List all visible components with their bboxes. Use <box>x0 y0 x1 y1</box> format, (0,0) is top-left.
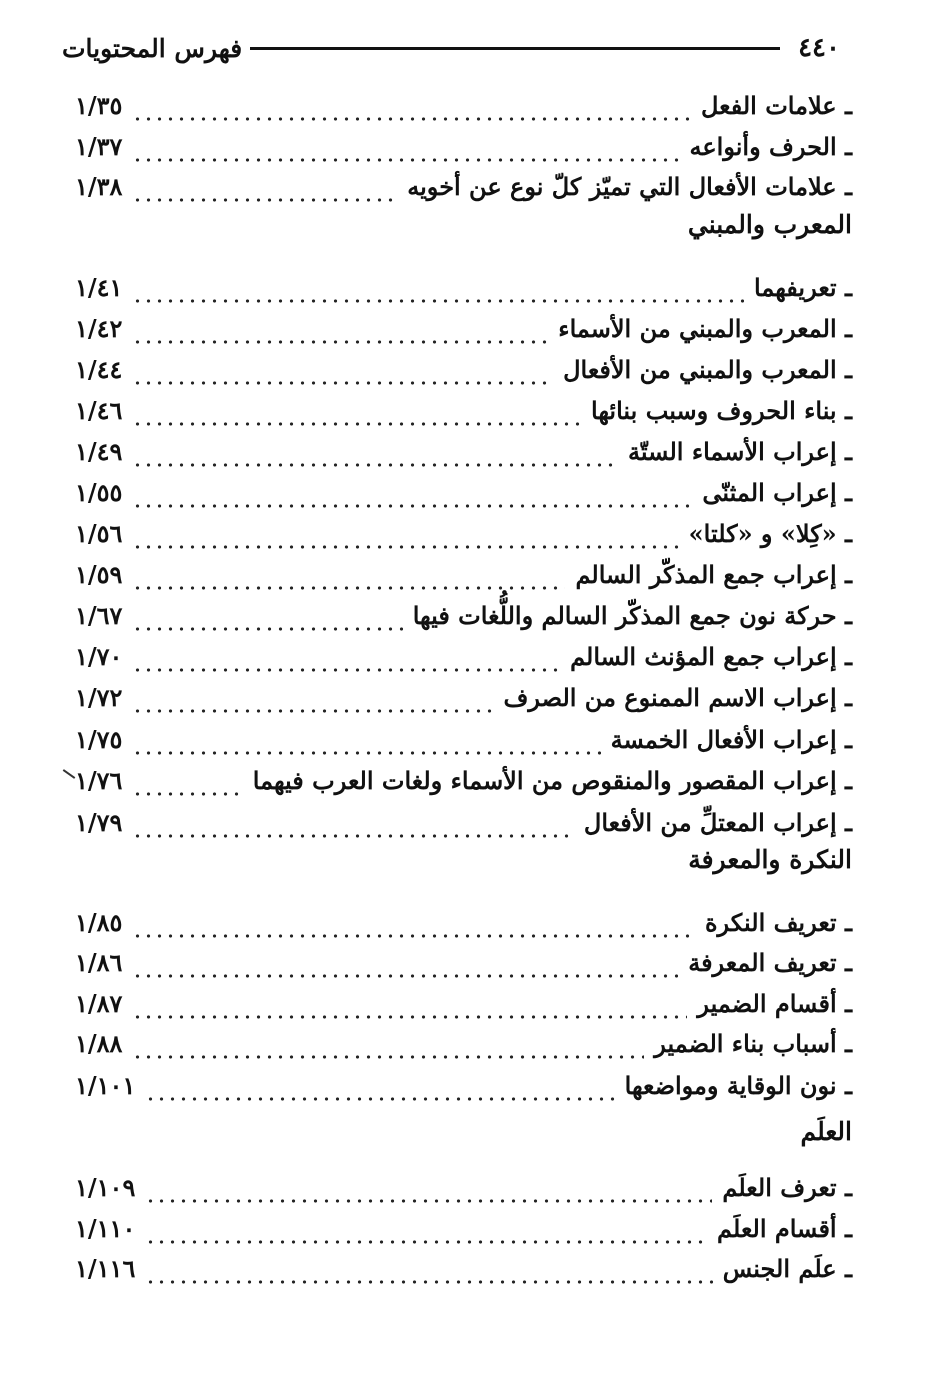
toc-entry <box>75 758 852 798</box>
toc-entry-title: ـ نون الوقاية ومواضعها <box>624 1071 852 1100</box>
toc-entry-title: ـ المعرب والمبني من الأفعال <box>563 355 852 384</box>
toc-entry-page-ref: ١/٥٦ <box>75 519 123 548</box>
toc-entry-page-ref: ١/٥٩ <box>75 560 123 589</box>
toc-entry-title: ـ الحرف وأنواعه <box>689 132 852 161</box>
section-heading: النكرة والمعرفة <box>688 845 852 874</box>
page-number: ٤٤٠ <box>798 33 840 63</box>
toc-entry <box>75 900 852 940</box>
toc-entry <box>75 347 852 387</box>
toc-entry <box>75 511 852 551</box>
margin-mark <box>63 769 76 779</box>
toc-entry-title: ـ إعراب جمع المذكّر السالم <box>575 560 852 589</box>
toc-entry <box>75 470 852 510</box>
toc-entry <box>75 83 852 123</box>
toc-entry-page-ref: ١/٧٢ <box>75 683 123 712</box>
toc-entry <box>75 593 852 633</box>
toc-entry-page-ref: ١/٨٧ <box>75 989 123 1018</box>
toc-entry-title: ـ إعراب الأسماء الستّة <box>627 437 852 466</box>
toc-entry-title: ـ علامات الأفعال التي تميّز كلّ نوع عن أخويه <box>407 172 852 201</box>
toc-entry-page-ref: ١/٧٠ <box>75 642 123 671</box>
dot-leader <box>132 609 402 633</box>
header-title: فهرس المحتويات <box>62 33 243 63</box>
toc-entry-page-ref: ١/١٠٩ <box>75 1173 136 1202</box>
dot-leader <box>132 956 678 980</box>
toc-entry-page-ref: ١/٤٤ <box>75 355 123 384</box>
toc-entry <box>75 552 852 592</box>
toc-entry-title: ـ إعراب المقصور والمنقوص من الأسماء ولغات العرب فيهما <box>252 766 852 795</box>
toc-entry <box>75 1206 852 1246</box>
dot-leader <box>132 281 744 305</box>
toc-entry-page-ref: ١/٨٨ <box>75 1029 123 1058</box>
toc-entry-page-ref: ١/٤٩ <box>75 437 123 466</box>
dot-leader <box>132 363 553 387</box>
dot-leader <box>132 140 679 164</box>
toc-entry-title: ـ أسباب بناء الضمير <box>654 1029 852 1058</box>
toc-entry-page-ref: ١/١٠١ <box>75 1071 136 1100</box>
dot-leader <box>145 1181 712 1205</box>
dot-leader <box>132 1037 644 1061</box>
toc-entry <box>75 981 852 1021</box>
toc-entry-page-ref: ١/٧٥ <box>75 725 123 754</box>
toc-entry-title: ـ تعريف المعرفة <box>688 948 852 977</box>
toc-entry <box>75 675 852 715</box>
toc-entry-page-ref: ١/٤١ <box>75 273 123 302</box>
toc-entry-title: ـ المعرب والمبني من الأسماء <box>558 314 852 343</box>
section-heading: المعرب والمبني <box>687 210 852 239</box>
toc-entry-page-ref: ١/٤٢ <box>75 314 123 343</box>
toc-entry-title: ـ تعرف العلَم <box>722 1173 852 1202</box>
toc-entry-title: ـ علامات الفعل <box>700 91 852 120</box>
toc-entry-title: ـ بناء الحروف وسبب بنائها <box>591 396 852 425</box>
toc-entry <box>75 124 852 164</box>
dot-leader <box>132 322 548 346</box>
toc-entry <box>75 1021 852 1061</box>
dot-leader <box>132 816 573 840</box>
dot-leader <box>132 99 691 123</box>
toc-entry <box>75 388 852 428</box>
dot-leader <box>145 1079 614 1103</box>
dot-leader <box>132 404 581 428</box>
toc-entry-title: ـ أقسام العلَم <box>717 1214 852 1243</box>
toc-entry-title: ـ تعريف النكرة <box>704 908 852 937</box>
toc-entry <box>75 1246 852 1286</box>
toc-entry-page-ref: ١/٧٩ <box>75 808 123 837</box>
toc-entry <box>75 940 852 980</box>
toc-entry-title: ـ «كِلا» و «كلتا» <box>688 519 852 548</box>
toc-entry-page-ref: ١/٣٧ <box>75 132 123 161</box>
toc-entry-title: ـ إعراب الأفعال الخمسة <box>610 725 852 754</box>
toc-entry <box>75 306 852 346</box>
page-header <box>62 28 840 68</box>
toc-entry <box>75 164 852 204</box>
section-heading: العلَم <box>800 1117 852 1146</box>
dot-leader <box>132 774 242 798</box>
toc-entry <box>75 634 852 674</box>
dot-leader <box>132 527 678 551</box>
dot-leader <box>145 1222 707 1246</box>
dot-leader <box>132 180 397 204</box>
toc-entry-page-ref: ١/١١٦ <box>75 1254 136 1283</box>
dot-leader <box>132 650 560 674</box>
toc-entry-page-ref: ١/٥٥ <box>75 478 123 507</box>
toc-entry-page-ref: ١/٦٧ <box>75 601 123 630</box>
toc-entry <box>75 429 852 469</box>
toc-entry-title: ـ علَم الجنس <box>722 1254 852 1283</box>
dot-leader <box>145 1262 712 1286</box>
dot-leader <box>132 733 600 757</box>
toc-entry <box>75 800 852 840</box>
toc-entry-page-ref: ١/٨٦ <box>75 948 123 977</box>
toc-entry-page-ref: ١/٣٨ <box>75 172 123 201</box>
toc-entry <box>75 265 852 305</box>
toc-entry-page-ref: ١/١١٠ <box>75 1214 136 1243</box>
toc-entry <box>75 1063 852 1103</box>
dot-leader <box>132 997 687 1021</box>
dot-leader <box>132 445 618 469</box>
toc-entry-title: ـ إعراب المعتلِّ من الأفعال <box>583 808 852 837</box>
toc-entry-page-ref: ١/٣٥ <box>75 91 123 120</box>
toc-entry-page-ref: ١/٨٥ <box>75 908 123 937</box>
toc-entry-title: ـ تعريفهما <box>754 273 852 302</box>
dot-leader <box>132 691 493 715</box>
toc-entry-title: ـ إعراب جمع المؤنث السالم <box>570 642 852 671</box>
dot-leader <box>132 916 695 940</box>
toc-entry-title: ـ إعراب الاسم الممنوع من الصرف <box>503 683 852 712</box>
toc-entry <box>75 717 852 757</box>
header-rule <box>250 47 780 50</box>
toc-entry-title: ـ حركة نون جمع المذكّر السالم واللُّغات فيها <box>412 601 852 630</box>
toc-entry <box>75 1165 852 1205</box>
dot-leader <box>132 486 692 510</box>
toc-entry-page-ref: ١/٧٦ <box>75 766 123 795</box>
toc-entry-title: ـ إعراب المثنّى <box>702 478 852 507</box>
toc-entry-title: ـ أقسام الضمير <box>697 989 852 1018</box>
dot-leader <box>132 568 565 592</box>
toc-entry-page-ref: ١/٤٦ <box>75 396 123 425</box>
